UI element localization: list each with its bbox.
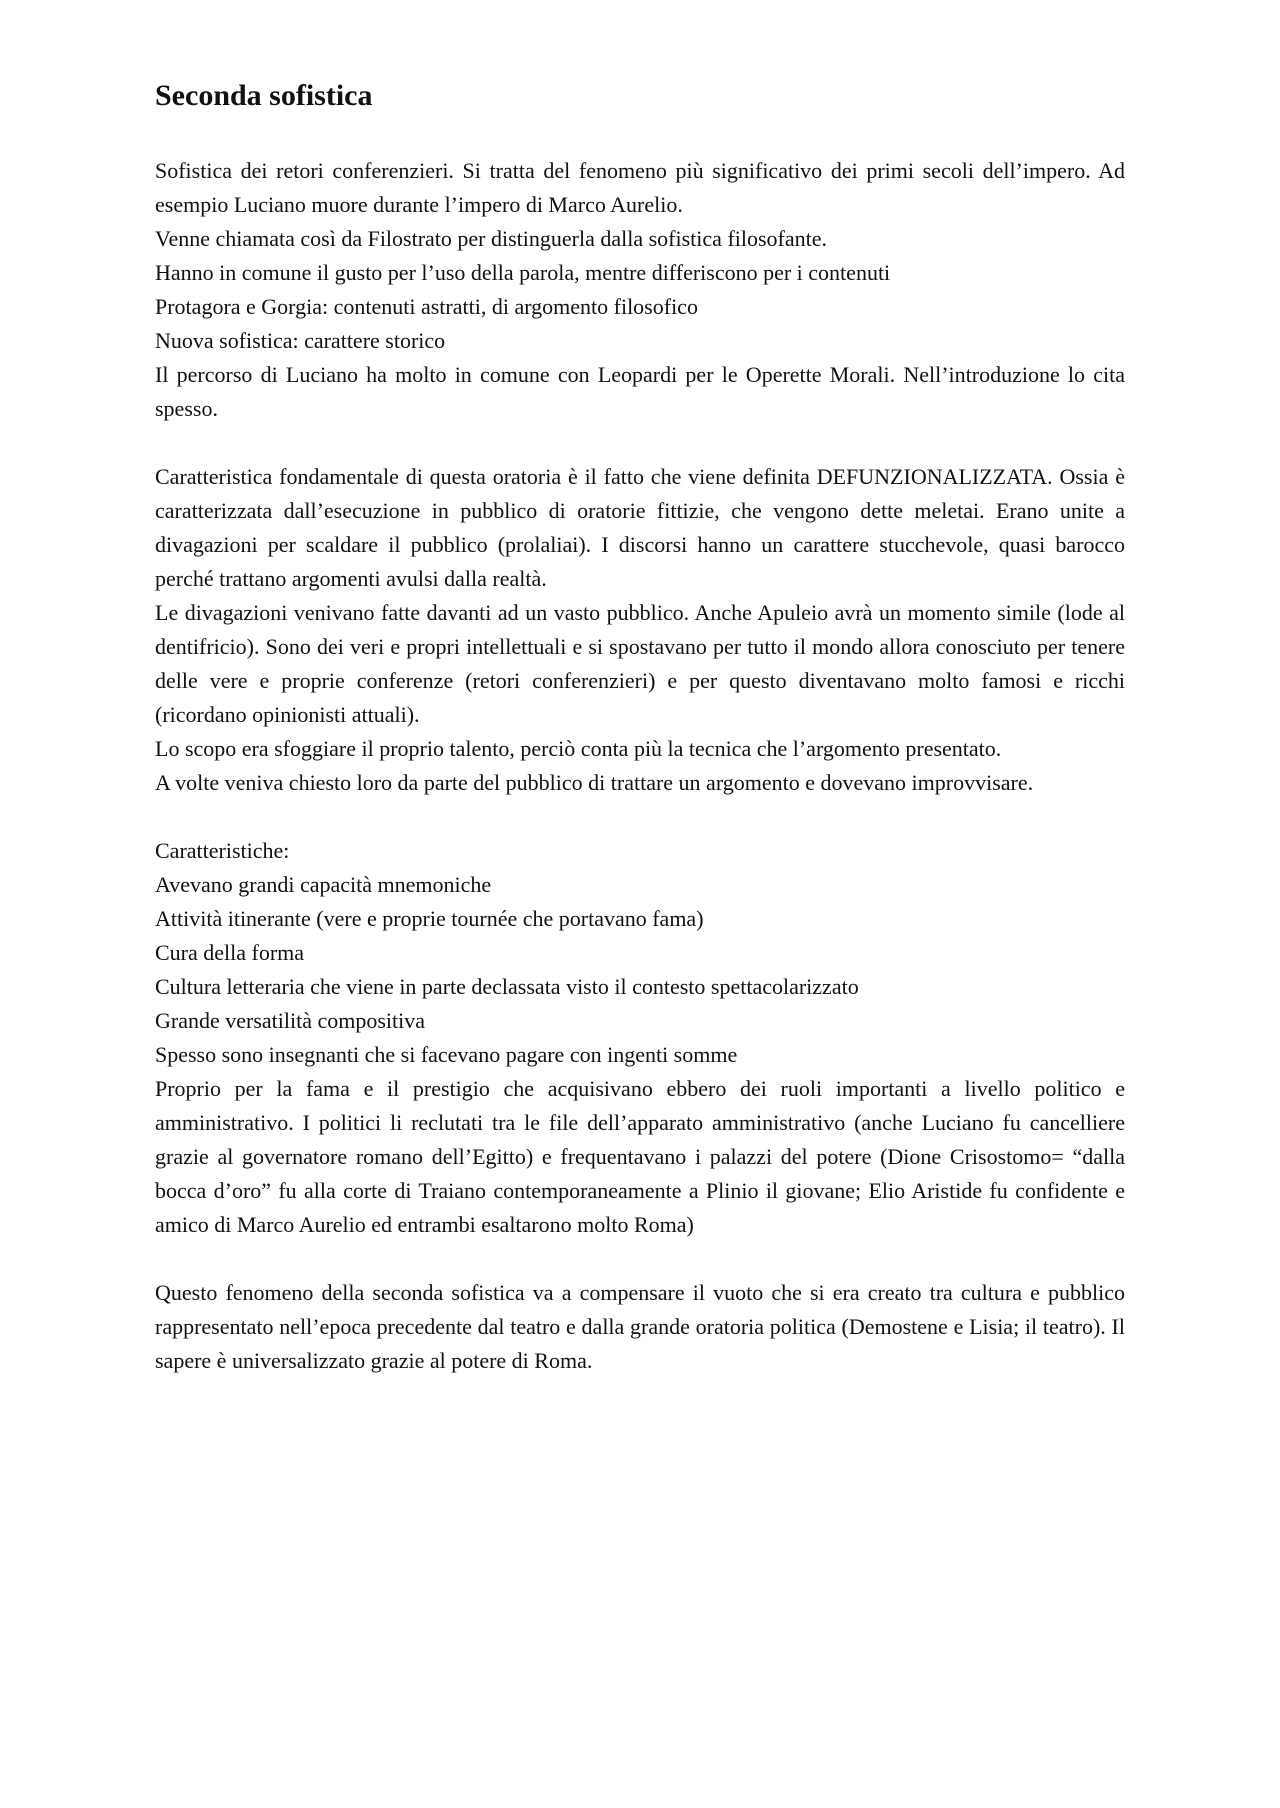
intro-paragraph: Sofistica dei retori conferenzieri. Si tratta del fenomeno più significativo dei primi secoli dell’impero. Ad esempio Luciano muore durante l’impero di Marco Aurelio.	[155, 158, 1125, 217]
characteristic-item: Avevano grandi capacità mnemoniche	[155, 872, 492, 897]
scopo-paragraph: Lo scopo era sfoggiare il proprio talento, perciò conta più la tecnica che l’argomento presentato.	[155, 736, 1002, 761]
ruoli-politici-paragraph: Proprio per la fama e il prestigio che acquisivano ebbero dei ruoli importanti a livello politico e amministrativo. I politici li reclutati tra le file dell’apparato amministrativo (anche Luciano fu cancelliere grazie al governatore romano dell’Egitto) e frequentavano i palazzi del potere (Dione Crisostomo= “dalla bocca d’oro” fu alla corte di Traiano contemporaneamente a Plinio il giovane; Elio Aristide fu confidente e amico di Marco Aurelio ed entrambi esaltarono molto Roma)	[155, 1076, 1125, 1237]
text-line: Protagora e Gorgia: contenuti astratti, di argomento filosofico	[155, 294, 698, 319]
paragraph-gap	[155, 800, 1125, 834]
characteristic-item: Attività itinerante (vere e proprie tournée che portavano fama)	[155, 906, 704, 931]
improvvisare-paragraph: A volte veniva chiesto loro da parte del pubblico di trattare un argomento e dovevano improvvisare.	[155, 770, 1034, 795]
document-page	[155, 78, 1125, 1378]
defunzionalizzata-paragraph: Caratteristica fondamentale di questa oratoria è il fatto che viene definita DEFUNZIONALIZZATA. Ossia è caratterizzata dall’esecuzione in pubblico di oratorie fittizie, che vengono dette meletai. Erano unite a divagazioni per scaldare il pubblico (prolaliai). I discorsi hanno un carattere stucchevole, quasi barocco perché trattano argomenti avulsi dalla realtà.	[155, 464, 1125, 591]
text-line: Hanno in comune il gusto per l’uso della parola, mentre differiscono per i contenuti	[155, 260, 891, 285]
characteristic-item: Cultura letteraria che viene in parte declassata visto il contesto spettacolarizzato	[155, 974, 859, 999]
text-line: Nuova sofistica: carattere storico	[155, 328, 446, 353]
paragraph-gap	[155, 1242, 1125, 1276]
divagazioni-paragraph: Le divagazioni venivano fatte davanti ad un vasto pubblico. Anche Apuleio avrà un momento simile (lode al dentifricio). Sono dei veri e propri intellettuali e si spostavano per tutto il mondo allora conosciuto per tenere delle vere e proprie conferenze (retori conferenzieri) e per questo diventavano molto famosi e ricchi (ricordano opinionisti attuali).	[155, 600, 1125, 727]
characteristics-heading: Caratteristiche:	[155, 838, 290, 863]
characteristic-item: Cura della forma	[155, 940, 305, 965]
paragraph-gap	[155, 426, 1125, 460]
leopardi-paragraph: Il percorso di Luciano ha molto in comune con Leopardi per le Operette Morali. Nell’introduzione lo cita spesso.	[155, 362, 1125, 421]
characteristic-item: Grande versatilità compositiva	[155, 1008, 426, 1033]
page-title: Seconda sofistica	[155, 79, 373, 112]
conclusion-paragraph: Questo fenomeno della seconda sofistica va a compensare il vuoto che si era creato tra cultura e pubblico rappresentato nell’epoca precedente dal teatro e dalla grande oratoria politica (Demostene e Lisia; il teatro). Il sapere è universalizzato grazie al potere di Roma.	[155, 1280, 1125, 1373]
text-line: Venne chiamata così da Filostrato per distinguerla dalla sofistica filosofante.	[155, 226, 828, 251]
characteristic-item: Spesso sono insegnanti che si facevano pagare con ingenti somme	[155, 1042, 738, 1067]
